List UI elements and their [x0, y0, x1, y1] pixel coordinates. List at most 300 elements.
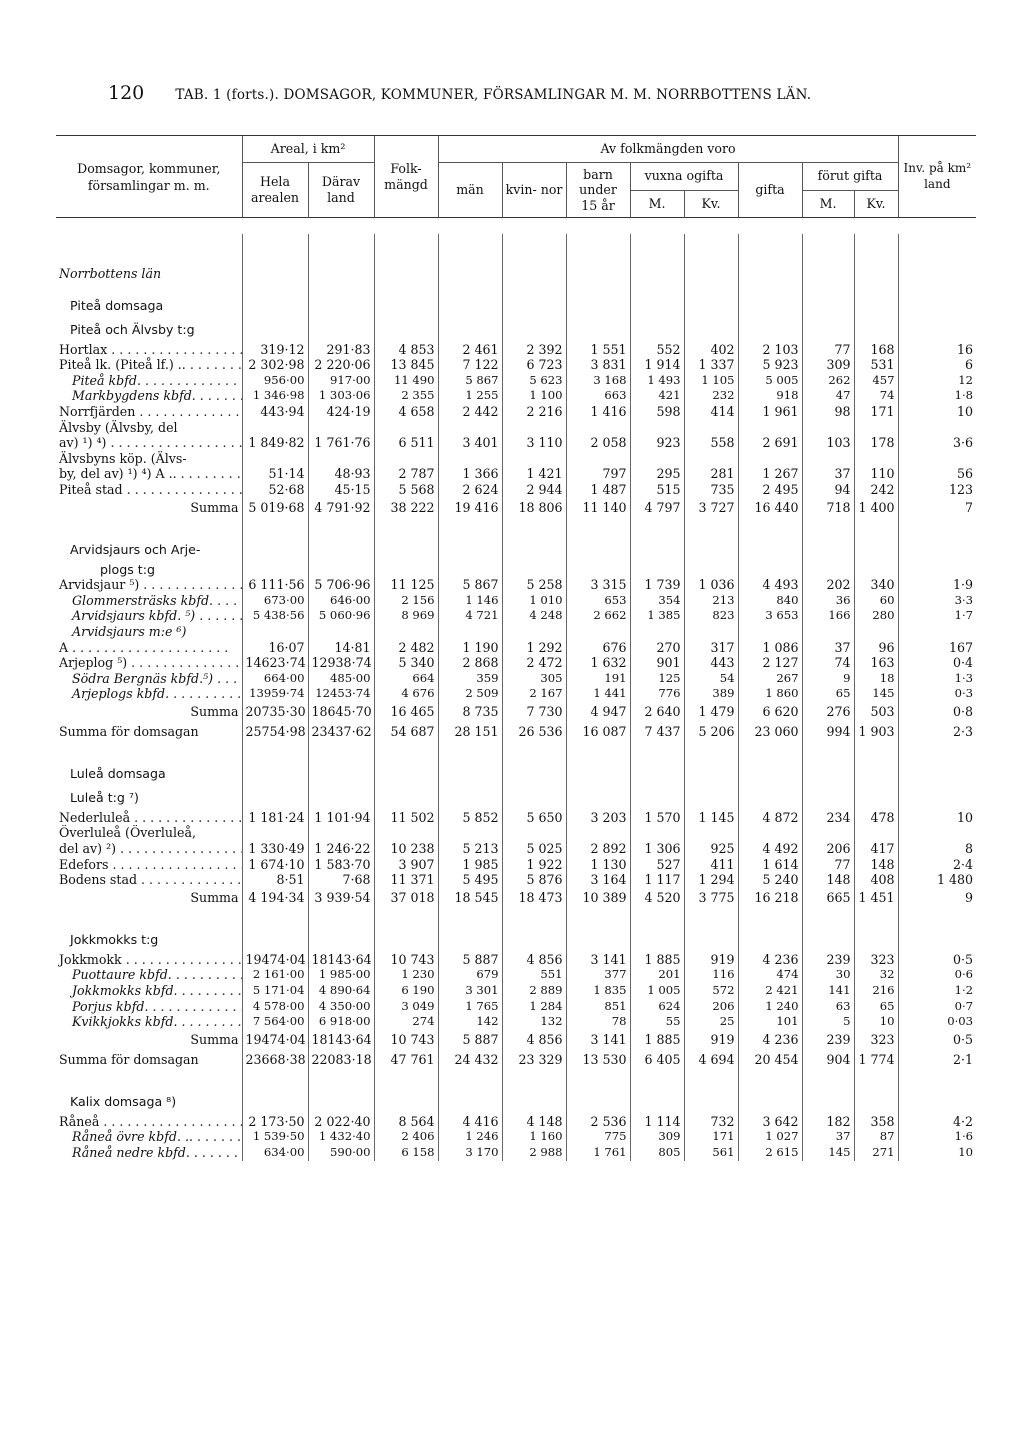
value-cell: 19474·04: [242, 1030, 308, 1050]
value-cell: 7 437: [630, 722, 684, 742]
empty-cell: [374, 786, 438, 810]
empty-cell: [738, 762, 802, 786]
empty-cell: [854, 234, 898, 254]
sub-row: [56, 538, 976, 562]
value-cell: 4 236: [738, 952, 802, 968]
empty-cell: [242, 518, 308, 538]
empty-cell: [374, 1070, 438, 1090]
value-cell: 598: [630, 404, 684, 420]
value-cell: 0·4: [898, 655, 976, 671]
value-cell: 5 171·04: [242, 983, 308, 999]
value-cell: 2 536: [566, 1114, 630, 1130]
empty-cell: [502, 518, 566, 538]
value-cell: 5 206: [684, 722, 738, 742]
value-cell: 4 694: [684, 1050, 738, 1070]
value-cell: 11 490: [374, 373, 438, 389]
value-cell: 5 867: [438, 373, 502, 389]
empty-cell: [502, 908, 566, 928]
value-cell: 2 461: [438, 342, 502, 358]
table-row: [56, 388, 976, 404]
empty-cell: [738, 518, 802, 538]
value-cell: 2 889: [502, 983, 566, 999]
row-label: Råneå nedre kbfd. . . . .: [56, 1145, 242, 1161]
empty-cell: [308, 786, 374, 810]
value-cell: 919: [684, 952, 738, 968]
value-cell: 664: [374, 671, 438, 687]
empty-cell: [630, 451, 684, 467]
value-cell: 5 876: [502, 872, 566, 888]
empty-cell: [502, 825, 566, 841]
value-cell: 319·12: [242, 342, 308, 358]
value-cell: 2 103: [738, 342, 802, 358]
value-cell: 23437·62: [308, 722, 374, 742]
empty-cell: [438, 234, 502, 254]
value-cell: 1 160: [502, 1129, 566, 1145]
value-cell: 5 240: [738, 872, 802, 888]
value-cell: 411: [684, 857, 738, 873]
value-cell: 624: [630, 999, 684, 1015]
value-cell: 1 400: [854, 498, 898, 518]
value-cell: 11 502: [374, 810, 438, 826]
value-cell: 305: [502, 671, 566, 687]
empty-cell: [854, 742, 898, 762]
value-cell: 24 432: [438, 1050, 502, 1070]
empty-cell: [630, 294, 684, 318]
col-header-kvinnor: kvin- nor: [502, 163, 566, 218]
value-cell: 8 969: [374, 608, 438, 624]
empty-cell: [630, 825, 684, 841]
value-cell: 1 330·49: [242, 841, 308, 857]
value-cell: 16 440: [738, 498, 802, 518]
spacer-row: [56, 908, 976, 928]
value-cell: 354: [630, 593, 684, 609]
empty-cell: [854, 538, 898, 562]
value-cell: 14·81: [308, 640, 374, 656]
value-cell: 572: [684, 983, 738, 999]
value-cell: 3 110: [502, 435, 566, 451]
value-cell: 191: [566, 671, 630, 687]
value-cell: 2 868: [438, 655, 502, 671]
empty-cell: [898, 928, 976, 952]
value-cell: 2 406: [374, 1129, 438, 1145]
value-cell: 13 845: [374, 357, 438, 373]
value-cell: 1 761: [566, 1145, 630, 1161]
empty-cell: [502, 294, 566, 318]
value-cell: 1 835: [566, 983, 630, 999]
table-body: [56, 234, 976, 1161]
value-cell: 0·7: [898, 999, 976, 1015]
empty-cell: [502, 624, 566, 640]
value-cell: 2 216: [502, 404, 566, 420]
row-label: Norrbottens län: [59, 265, 162, 281]
value-cell: 503: [854, 702, 898, 722]
value-cell: 13959·74: [242, 686, 308, 702]
value-cell: 1 860: [738, 686, 802, 702]
row-label: Jokkmokk . . .: [56, 952, 242, 968]
empty-cell: [738, 294, 802, 318]
empty-cell: [242, 562, 308, 578]
value-cell: 168: [854, 342, 898, 358]
empty-cell: [854, 624, 898, 640]
empty-cell: [802, 1070, 854, 1090]
value-cell: 3 939·54: [308, 888, 374, 908]
row-label: Arvidsjaur ⁵) . . .: [56, 577, 242, 593]
value-cell: 1 985: [438, 857, 502, 873]
value-cell: 18143·64: [308, 952, 374, 968]
empty-cell: [566, 762, 630, 786]
value-cell: 206: [802, 841, 854, 857]
table-row: [56, 466, 976, 482]
value-cell: 776: [630, 686, 684, 702]
table-row: [56, 1114, 976, 1130]
value-cell: 22083·18: [308, 1050, 374, 1070]
table-row: [56, 640, 976, 656]
empty-cell: [308, 518, 374, 538]
value-cell: 7·68: [308, 872, 374, 888]
value-cell: 3 775: [684, 888, 738, 908]
value-cell: 1 086: [738, 640, 802, 656]
empty-cell: [898, 451, 976, 467]
value-cell: 37: [802, 1129, 854, 1145]
empty-cell: [242, 420, 308, 436]
spacer-cell: [56, 908, 242, 928]
value-cell: 3 141: [566, 1030, 630, 1050]
col-header-av-folkmangden: Av folkmängden voro: [438, 136, 898, 163]
value-cell: 4 492: [738, 841, 802, 857]
empty-cell: [738, 908, 802, 928]
value-cell: 98: [802, 404, 854, 420]
spacer-row: [56, 1070, 976, 1090]
value-cell: 10: [898, 404, 976, 420]
value-cell: 1 010: [502, 593, 566, 609]
empty-cell: [630, 254, 684, 294]
value-cell: 8 735: [438, 702, 502, 722]
value-cell: 732: [684, 1114, 738, 1130]
value-cell: 994: [802, 722, 854, 742]
empty-cell: [566, 234, 630, 254]
row-label: Jokkmokks kbfd. . . .: [56, 983, 242, 999]
empty-cell: [738, 1090, 802, 1114]
empty-cell: [374, 624, 438, 640]
value-cell: 55: [630, 1014, 684, 1030]
empty-cell: [242, 234, 308, 254]
value-cell: 36: [802, 593, 854, 609]
empty-cell: [898, 825, 976, 841]
value-cell: 2 944: [502, 482, 566, 498]
row-label: Norrfjärden . . .: [56, 404, 242, 420]
value-cell: 5 867: [438, 577, 502, 593]
value-cell: 4 853: [374, 342, 438, 358]
empty-cell: [630, 928, 684, 952]
sub-row: [56, 318, 976, 342]
value-cell: 5 340: [374, 655, 438, 671]
value-cell: 1 632: [566, 655, 630, 671]
empty-cell: [502, 762, 566, 786]
value-cell: 5 025: [502, 841, 566, 857]
table-row: [56, 841, 976, 857]
empty-cell: [898, 518, 976, 538]
empty-cell: [502, 1090, 566, 1114]
empty-cell: [308, 928, 374, 952]
value-cell: 664·00: [242, 671, 308, 687]
value-cell: 37 018: [374, 888, 438, 908]
empty-cell: [502, 234, 566, 254]
value-cell: 1 487: [566, 482, 630, 498]
value-cell: 3 315: [566, 577, 630, 593]
value-cell: 77: [802, 857, 854, 873]
empty-cell: [374, 908, 438, 928]
value-cell: 4 890·64: [308, 983, 374, 999]
table-row: [56, 342, 976, 358]
value-cell: 918: [738, 388, 802, 404]
value-cell: 1 292: [502, 640, 566, 656]
empty-cell: [802, 420, 854, 436]
empty-cell: [374, 1090, 438, 1114]
empty-cell: [308, 451, 374, 467]
spacer-cell: [56, 1070, 242, 1090]
value-cell: 1 774: [854, 1050, 898, 1070]
value-cell: 20735·30: [242, 702, 308, 722]
value-cell: 1 849·82: [242, 435, 308, 451]
value-cell: 38 222: [374, 498, 438, 518]
value-cell: 2 988: [502, 1145, 566, 1161]
empty-cell: [898, 762, 976, 786]
empty-cell: [684, 318, 738, 342]
value-cell: 805: [630, 1145, 684, 1161]
table-row: [56, 373, 976, 389]
text-row: [56, 451, 976, 467]
value-cell: 274: [374, 1014, 438, 1030]
value-cell: 2 173·50: [242, 1114, 308, 1130]
table-row: [56, 967, 976, 983]
value-cell: 1 117: [630, 872, 684, 888]
value-cell: 1·8: [898, 388, 976, 404]
empty-cell: [630, 420, 684, 436]
value-cell: 5 213: [438, 841, 502, 857]
col-header-vuxna-ogifta-kv: Kv.: [684, 190, 738, 218]
empty-cell: [566, 420, 630, 436]
empty-cell: [308, 234, 374, 254]
value-cell: 1 761·76: [308, 435, 374, 451]
value-cell: 1·7: [898, 608, 976, 624]
empty-cell: [684, 451, 738, 467]
value-cell: 3 301: [438, 983, 502, 999]
table-row: [56, 810, 976, 826]
value-cell: 5 495: [438, 872, 502, 888]
table-row: [56, 857, 976, 873]
row-label: Arvidsjaurs kbfd. ⁵) . . .: [56, 608, 242, 624]
value-cell: 1 739: [630, 577, 684, 593]
empty-cell: [898, 786, 976, 810]
empty-cell: [308, 908, 374, 928]
value-cell: 3 164: [566, 872, 630, 888]
value-cell: 1 765: [438, 999, 502, 1015]
value-cell: 676: [566, 640, 630, 656]
value-cell: 4·2: [898, 1114, 976, 1130]
value-cell: 74: [802, 655, 854, 671]
row-label: Södra Bergnäs kbfd.⁵) . . .: [56, 671, 242, 687]
empty-cell: [566, 318, 630, 342]
empty-cell: [854, 786, 898, 810]
value-cell: 281: [684, 466, 738, 482]
value-cell: 1 303·06: [308, 388, 374, 404]
value-cell: 270: [630, 640, 684, 656]
value-cell: 0·3: [898, 686, 976, 702]
empty-cell: [438, 562, 502, 578]
empty-cell: [630, 318, 684, 342]
empty-cell: [898, 1090, 976, 1114]
value-cell: 5 258: [502, 577, 566, 593]
value-cell: 2 355: [374, 388, 438, 404]
statistics-table: [56, 135, 976, 1161]
value-cell: 11 125: [374, 577, 438, 593]
value-cell: 1 240: [738, 999, 802, 1015]
value-cell: 37: [802, 466, 854, 482]
empty-cell: [566, 825, 630, 841]
value-cell: 1 539·50: [242, 1129, 308, 1145]
empty-cell: [630, 518, 684, 538]
empty-cell: [854, 762, 898, 786]
empty-cell: [802, 234, 854, 254]
value-cell: 48·93: [308, 466, 374, 482]
empty-cell: [308, 1070, 374, 1090]
empty-cell: [502, 254, 566, 294]
empty-cell: [684, 420, 738, 436]
value-cell: 2 615: [738, 1145, 802, 1161]
value-cell: 23668·38: [242, 1050, 308, 1070]
value-cell: 4 248: [502, 608, 566, 624]
value-cell: 4 797: [630, 498, 684, 518]
value-cell: 262: [802, 373, 854, 389]
value-cell: 4 947: [566, 702, 630, 722]
table-row: [56, 577, 976, 593]
empty-cell: [738, 318, 802, 342]
empty-cell: [438, 1070, 502, 1090]
empty-cell: [374, 420, 438, 436]
value-cell: 3 831: [566, 357, 630, 373]
value-cell: 25: [684, 1014, 738, 1030]
value-cell: 1 480: [898, 872, 976, 888]
empty-cell: [308, 825, 374, 841]
value-cell: 12453·74: [308, 686, 374, 702]
value-cell: 6 158: [374, 1145, 438, 1161]
value-cell: 77: [802, 342, 854, 358]
empty-cell: [242, 1070, 308, 1090]
empty-cell: [854, 928, 898, 952]
row-label: Råneå . . .: [56, 1114, 242, 1130]
empty-cell: [898, 562, 976, 578]
row-label: av) ¹) ⁴) . . .: [56, 435, 242, 451]
empty-cell: [802, 825, 854, 841]
value-cell: 3 727: [684, 498, 738, 518]
value-cell: 54: [684, 671, 738, 687]
value-cell: 101: [738, 1014, 802, 1030]
value-cell: 16 087: [566, 722, 630, 742]
empty-cell: [802, 254, 854, 294]
value-cell: 145: [854, 686, 898, 702]
empty-cell: [502, 928, 566, 952]
sumall-row: [56, 1050, 976, 1070]
value-cell: 558: [684, 435, 738, 451]
sub-row: [56, 786, 976, 810]
empty-cell: [684, 254, 738, 294]
value-cell: 141: [802, 983, 854, 999]
value-cell: 3 141: [566, 952, 630, 968]
empty-cell: [738, 825, 802, 841]
value-cell: 1 985·00: [308, 967, 374, 983]
value-cell: 531: [854, 357, 898, 373]
value-cell: 18143·64: [308, 1030, 374, 1050]
value-cell: 0·5: [898, 952, 976, 968]
value-cell: 0·03: [898, 1014, 976, 1030]
value-cell: 665: [802, 888, 854, 908]
row-label: plogs t:g: [100, 561, 155, 577]
empty-cell: [684, 825, 738, 841]
value-cell: 4 520: [630, 888, 684, 908]
value-cell: 2 662: [566, 608, 630, 624]
value-cell: 65: [854, 999, 898, 1015]
spacer-cell: [56, 518, 242, 538]
value-cell: 7: [898, 498, 976, 518]
value-cell: 485·00: [308, 671, 374, 687]
empty-cell: [898, 234, 976, 254]
value-cell: 163: [854, 655, 898, 671]
empty-cell: [854, 825, 898, 841]
empty-cell: [684, 234, 738, 254]
empty-cell: [242, 318, 308, 342]
empty-cell: [898, 908, 976, 928]
empty-cell: [438, 420, 502, 436]
empty-cell: [802, 786, 854, 810]
empty-cell: [684, 294, 738, 318]
value-cell: 201: [630, 967, 684, 983]
value-cell: 10 238: [374, 841, 438, 857]
empty-cell: [242, 928, 308, 952]
value-cell: 1 100: [502, 388, 566, 404]
value-cell: 3 642: [738, 1114, 802, 1130]
value-cell: 202: [802, 577, 854, 593]
value-cell: 60: [854, 593, 898, 609]
empty-cell: [738, 624, 802, 640]
empty-cell: [802, 451, 854, 467]
value-cell: 735: [684, 482, 738, 498]
value-cell: 18 473: [502, 888, 566, 908]
value-cell: 2 161·00: [242, 967, 308, 983]
value-cell: 923: [630, 435, 684, 451]
value-cell: 424·19: [308, 404, 374, 420]
value-cell: 18645·70: [308, 702, 374, 722]
empty-cell: [738, 562, 802, 578]
value-cell: 6 620: [738, 702, 802, 722]
value-cell: 1 284: [502, 999, 566, 1015]
empty-cell: [438, 742, 502, 762]
value-cell: 1 441: [566, 686, 630, 702]
value-cell: 2 442: [438, 404, 502, 420]
value-cell: 9: [802, 671, 854, 687]
value-cell: 16 465: [374, 702, 438, 722]
value-cell: 47: [802, 388, 854, 404]
row-label: Summa: [190, 499, 239, 515]
empty-cell: [854, 908, 898, 928]
empty-cell: [738, 928, 802, 952]
value-cell: 5 650: [502, 810, 566, 826]
row-label: Arvidsjaurs m:e ⁶): [72, 623, 187, 639]
empty-cell: [308, 254, 374, 294]
value-cell: 166: [802, 608, 854, 624]
value-cell: 956·00: [242, 373, 308, 389]
row-label: Glommersträsks kbfd. . . .: [56, 593, 242, 609]
value-cell: 1 230: [374, 967, 438, 983]
